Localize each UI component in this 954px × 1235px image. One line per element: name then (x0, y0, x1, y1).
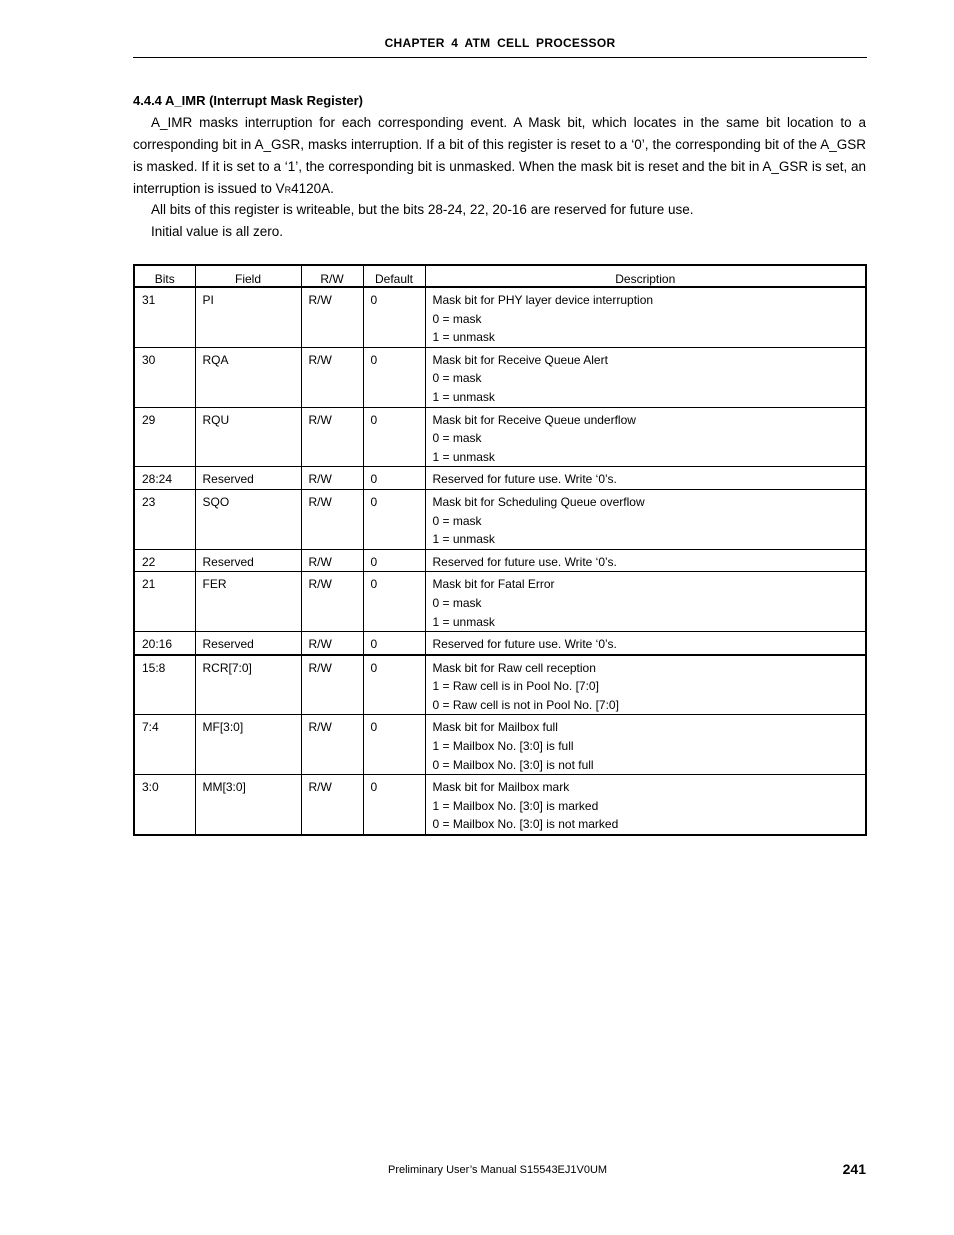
description-cell (425, 549, 866, 572)
rw-header: R/W (301, 265, 363, 287)
table-row (134, 715, 866, 775)
description-cell (425, 467, 866, 490)
rw-cell: R/W (301, 347, 363, 407)
description-line: 1 = Mailbox No. [3:0] is full (432, 739, 574, 754)
description-cell (425, 715, 866, 775)
table-row (134, 775, 866, 835)
bits-header: Bits (134, 265, 195, 287)
description-line: Reserved for future use. Write ‘0’s. (432, 637, 617, 652)
description-line: Mask bit for Scheduling Queue overflow (432, 494, 645, 509)
description-cell (425, 655, 866, 715)
description-line: 0 = mask (432, 513, 482, 528)
description-cell (425, 572, 866, 632)
bits-cell: 7:4 (134, 715, 195, 775)
description-line: 0 = mask (432, 311, 482, 326)
default-cell: 0 (363, 467, 425, 490)
intro-text: A_IMR masks interruption for each corresponding event. A Mask bit, which locates in the same bit location to a corresponding bit in A_GSR, masks interruption. If a bit of this register is reset to a ‘0’, the corresponding bit of the A_GSR is masked. If it is set to a ‘1’, the corresponding bit is unmasked. When the mask bit is reset and the bit in A_GSR is set, an interruption is issued to V (133, 115, 866, 196)
default-cell: 0 (363, 572, 425, 632)
description-cell (425, 287, 866, 347)
table-row (134, 549, 866, 572)
description-cell (425, 489, 866, 549)
bits-cell: 21 (134, 572, 195, 632)
rw-cell: R/W (301, 489, 363, 549)
rw-cell: R/W (301, 655, 363, 715)
description-line: Mask bit for Receive Queue Alert (432, 352, 608, 367)
field-cell: RQU (195, 407, 301, 467)
header-rule (133, 57, 867, 58)
table-row (134, 287, 866, 347)
page-number: 241 (842, 1161, 866, 1177)
bits-cell: 22 (134, 549, 195, 572)
field-cell: RQA (195, 347, 301, 407)
bits-cell: 15:8 (134, 655, 195, 715)
default-cell: 0 (363, 407, 425, 467)
description-line: Mask bit for Fatal Error (432, 577, 555, 592)
description-line: Mask bit for Raw cell reception (432, 660, 596, 675)
default-cell: 0 (363, 775, 425, 835)
subscript-r: R (284, 185, 292, 195)
rw-cell: R/W (301, 775, 363, 835)
rw-cell: R/W (301, 407, 363, 467)
table-row (134, 467, 866, 490)
description-line: Mask bit for Mailbox mark (432, 780, 570, 795)
bits-cell: 30 (134, 347, 195, 407)
description-line: Mask bit for Receive Queue underflow (432, 412, 636, 427)
table-row (134, 572, 866, 632)
section-title: 4.4.4 A_IMR (Interrupt Mask Register) (133, 93, 363, 108)
field-cell: FER (195, 572, 301, 632)
description-line: 1 = Mailbox No. [3:0] is marked (432, 798, 599, 813)
initial-value-paragraph: Initial value is all zero. (151, 224, 284, 239)
register-table (133, 264, 867, 836)
intro-text-end: 4120A. (291, 181, 334, 196)
description-cell (425, 632, 866, 655)
description-line: 0 = Raw cell is not in Pool No. [7:0] (432, 697, 619, 712)
description-line: 1 = unmask (432, 449, 495, 464)
description-cell (425, 347, 866, 407)
table-body (134, 287, 866, 835)
footer-manual: Preliminary User’s Manual S15543EJ1V0UM (388, 1164, 608, 1176)
description-line: 0 = mask (432, 371, 482, 386)
rw-cell: R/W (301, 572, 363, 632)
table-header-row (134, 265, 866, 287)
table-row (134, 489, 866, 549)
field-cell: SQO (195, 489, 301, 549)
table-row (134, 407, 866, 467)
bits-cell: 29 (134, 407, 195, 467)
default-cell: 0 (363, 632, 425, 655)
rw-cell: R/W (301, 467, 363, 490)
field-cell: RCR[7:0] (195, 655, 301, 715)
description-line: 1 = unmask (432, 532, 495, 547)
description-line: 1 = unmask (432, 330, 495, 345)
description-line: 0 = mask (432, 431, 482, 446)
default-cell: 0 (363, 489, 425, 549)
default-cell: 0 (363, 715, 425, 775)
chapter-header: CHAPTER 4 ATM CELL PROCESSOR (384, 36, 616, 50)
description-line: Reserved for future use. Write ‘0’s. (432, 554, 617, 569)
rw-cell: R/W (301, 287, 363, 347)
description-line: 0 = mask (432, 595, 482, 610)
description-line: 1 = unmask (432, 614, 495, 629)
field-cell: MF[3:0] (195, 715, 301, 775)
bits-cell: 28:24 (134, 467, 195, 490)
description-header: Description (425, 265, 866, 287)
default-cell: 0 (363, 287, 425, 347)
bits-cell: 23 (134, 489, 195, 549)
default-header: Default (363, 265, 425, 287)
bits-cell: 3:0 (134, 775, 195, 835)
description-line: Mask bit for PHY layer device interruption (432, 293, 654, 307)
field-cell: Reserved (195, 467, 301, 490)
description-line: Reserved for future use. Write ‘0’s. (432, 472, 617, 487)
intro-paragraph (133, 112, 866, 201)
description-line: 1 = unmask (432, 389, 495, 404)
rw-cell: R/W (301, 632, 363, 655)
default-cell: 0 (363, 549, 425, 572)
description-line: 1 = Raw cell is in Pool No. [7:0] (432, 679, 599, 694)
table-row (134, 632, 866, 655)
field-cell: MM[3:0] (195, 775, 301, 835)
field-cell: Reserved (195, 632, 301, 655)
field-cell: Reserved (195, 549, 301, 572)
rw-cell: R/W (301, 715, 363, 775)
description-cell (425, 407, 866, 467)
bits-cell: 20:16 (134, 632, 195, 655)
bits-cell: 31 (134, 287, 195, 347)
field-header: Field (195, 265, 301, 287)
description-cell (425, 775, 866, 835)
writeable-paragraph: All bits of this register is writeable, but the bits 28-24, 22, 20-16 are reserved for future use. (151, 202, 694, 217)
description-line: 0 = Mailbox No. [3:0] is not full (432, 757, 594, 772)
rw-cell: R/W (301, 549, 363, 572)
table-row (134, 347, 866, 407)
default-cell: 0 (363, 655, 425, 715)
description-line: Mask bit for Mailbox full (432, 720, 558, 735)
default-cell: 0 (363, 347, 425, 407)
description-line: 0 = Mailbox No. [3:0] is not marked (432, 817, 619, 832)
field-cell: PI (195, 287, 301, 347)
table-row (134, 655, 866, 715)
